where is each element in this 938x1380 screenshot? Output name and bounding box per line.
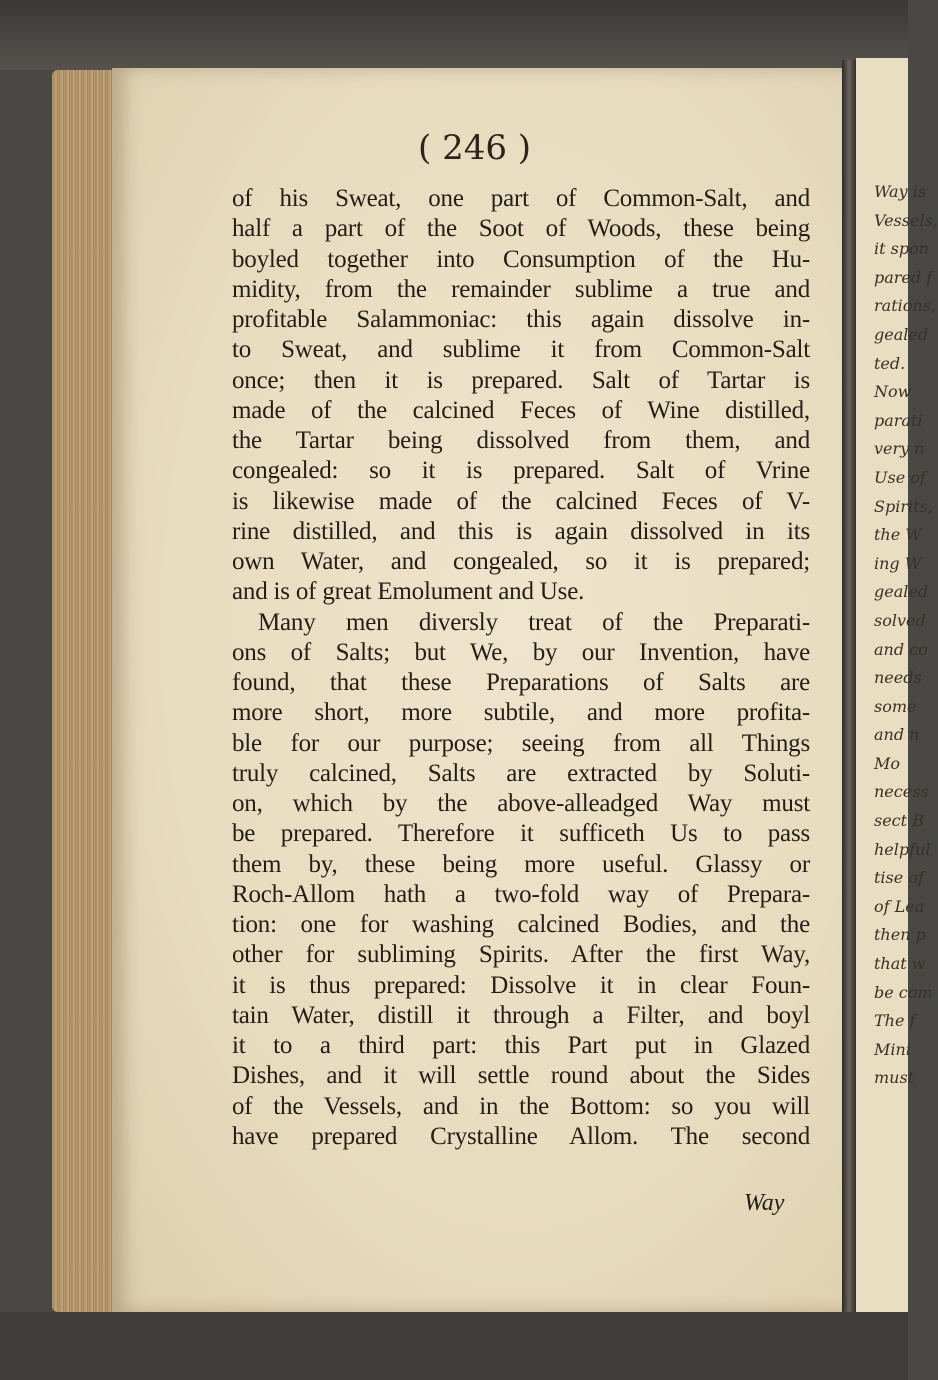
facing-page-fragment: Vessels,	[874, 210, 938, 230]
facing-page-fragment: sect B	[874, 811, 924, 831]
facing-page-fragment: Mini	[874, 1039, 911, 1059]
text-line: Many men diversly treat of the Preparati-	[258, 608, 810, 636]
facing-page-fragment: Use of	[874, 467, 926, 487]
facing-page-fragment: ted.	[874, 353, 906, 373]
text-line: ons of Salts; but We, by our Invention, have	[232, 638, 810, 666]
facing-page-fragment: of Lea	[874, 896, 925, 916]
text-line: to Sweat, and sublime it from Common-Salt	[232, 336, 810, 364]
facing-page	[856, 58, 938, 1326]
text-line: ble for our purpose; seeing from all Things	[232, 729, 810, 757]
facing-page-fragment: must	[874, 1068, 915, 1088]
text-line: have prepared Crystalline Allom. The second	[232, 1122, 810, 1150]
facing-page-fragment: it spon	[874, 239, 930, 259]
facing-page-fragment: that w	[874, 954, 926, 974]
facing-page-fragment: be com	[874, 982, 933, 1002]
facing-page-fragment: Now	[874, 382, 912, 402]
text-line: them by, these being more useful. Glassy or	[232, 850, 810, 878]
facing-page-fragment: needs	[874, 668, 922, 688]
text-line: and is of great Emolument and Use.	[232, 578, 585, 606]
text-line: once; then it is prepared. Salt of Tartar is	[232, 366, 810, 394]
book-gutter	[842, 60, 856, 1322]
facing-page-fragment: pared f	[874, 267, 933, 287]
text-line: Dishes, and it will settle round about the Sides	[232, 1062, 810, 1090]
text-line: truly calcined, Salts are extracted by Soluti-	[232, 759, 810, 787]
text-line: tain Water, distill it through a Filter, and boyl	[232, 1001, 810, 1029]
text-line: on, which by the above-alleadged Way must	[232, 790, 810, 817]
text-line: Roch-Allom hath a two-fold way of Prepara-	[232, 880, 810, 908]
text-line: it to a third part: this Part put in Glazed	[232, 1032, 810, 1059]
text-line: it is thus prepared: Dissolve it in clear Foun-	[232, 971, 810, 999]
facing-page-fragment: ing W	[874, 553, 922, 573]
facing-page-fragment: solved	[874, 610, 926, 630]
text-line: half a part of the Soot of Woods, these being	[232, 215, 810, 243]
text-line: rine distilled, and this is again dissolved in its	[232, 517, 810, 545]
text-line: found, that these Preparations of Salts are	[232, 669, 810, 696]
facing-page-fragment: the W	[874, 525, 922, 545]
text-line: the Tartar being dissolved from them, and	[232, 427, 810, 454]
facing-page-fragment: tise of	[874, 868, 924, 888]
facing-page-fragment: some	[874, 696, 917, 716]
text-line: own Water, and congealed, so it is prepared;	[232, 548, 810, 575]
facing-page-fragment: parati	[874, 410, 923, 430]
facing-page-fragment: gealed	[874, 582, 929, 602]
page-number: ( 246 )	[418, 128, 532, 168]
text-line: of his Sweat, one part of Common-Salt, and	[232, 185, 810, 212]
facing-page-fragment: rations,	[874, 296, 936, 316]
facing-page-fragment: helpful	[874, 839, 931, 859]
text-line: boyled together into Consumption of the Hu-	[232, 245, 810, 273]
body-text	[232, 184, 810, 1152]
facing-page-fragment: and co	[874, 639, 928, 659]
facing-page-fragment: Way is	[874, 182, 927, 201]
text-line: of the Vessels, and in the Bottom: so you will	[232, 1092, 810, 1120]
background-top	[0, 0, 908, 70]
background-bottom	[0, 1312, 908, 1380]
facing-page-fragment: Spirits,	[874, 496, 933, 516]
facing-page-fragment: necess	[874, 782, 929, 802]
text-line: profitable Salammoniac: this again dissolve in-	[232, 306, 810, 333]
text-line: other for subliming Spirits. After the first Way,	[232, 941, 810, 969]
facing-page-text	[856, 178, 938, 1093]
facing-page-fragment: and n	[874, 725, 920, 745]
text-line: is likewise made of the calcined Feces of V-	[232, 487, 810, 515]
text-line: be prepared. Therefore it sufficeth Us to pass	[232, 820, 810, 848]
text-line: congealed: so it is prepared. Salt of Vrine	[232, 457, 810, 485]
facing-page-fragment: gealed	[874, 324, 929, 344]
text-line: midity, from the remainder sublime a true and	[232, 275, 810, 303]
text-line: tion: one for washing calcined Bodies, and the	[232, 911, 810, 938]
facing-page-fragment: then p	[874, 925, 926, 945]
facing-page-fragment: The f	[874, 1011, 916, 1031]
text-line: made of the calcined Feces of Wine distilled,	[232, 396, 810, 424]
facing-page-fragment: very n	[874, 439, 925, 459]
catchword: Way	[744, 1190, 785, 1216]
text-line: more short, more subtile, and more profita-	[232, 699, 810, 727]
facing-page-fragment: Mo	[874, 753, 901, 773]
